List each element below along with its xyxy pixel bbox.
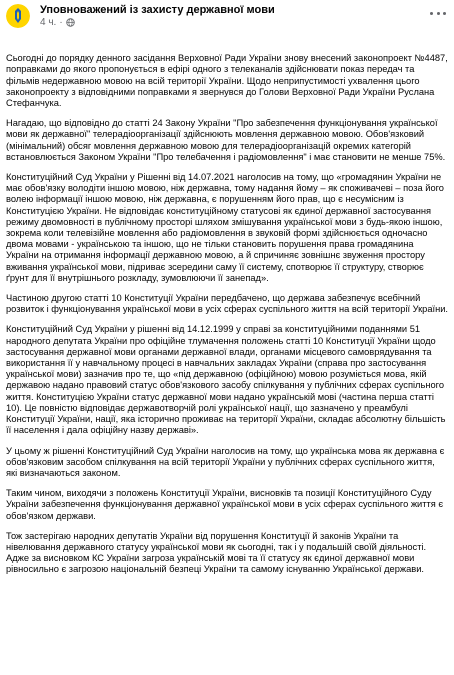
more-options-icon[interactable]: [430, 8, 446, 18]
paragraph-2: Нагадаю, що відповідно до статті 24 Закону України "Про забезпечення функціонування української мови як державної" телерадіоорганізації здійснюють мовлення державною мовою. Обов'язковий (мінімальний) обсяг мовлення державною мовою для телерадіоорганізацій окремих категорій встановлюється Законом України "Про телебачення і радіомовлення" і має становити не менше 75%.: [6, 118, 446, 162]
post-body: Сьогодні до порядку денного засідання Верховної Ради України знову внесений законопроект №4487, поправками до якого пропонується в ефірі одного з телеканалів здійснювати показ передач та фільмів недержавною мовою на всій території України. Щодо неприпустимості ухвалення цього законопроекту з відповідними поправками я звернувся до Голови Верховної Ради України Руслана Стефанчука. Нагадаю, що відповідно до статті 24 Закону України "Про забезпечення функціонування української мови як державної" телерадіоорганізації здійснюють мовлення державною мовою. Обов'язковий (мінімальний) обсяг мовлення державною мовою для телерадіоорганізацій окремих категорій встановлюється Законом України "Про телебачення і радіомовлення" і має становити не менше 75%. Конституційний Суд України у Рішенні від 14.07.2021 наголосив на тому, що «громадянин України не має обов'язку володіти іншою мовою, ніж державна, тому надання йому – як споживачеві – поза його волею інформації іншою мовою, ніж державна, є порушенням його прав, що є несумісним із Конституцією України. Не відповідає конституційному статусові як єдиної державної застосування режиму двомовності в публічному просторі шляхом змішування української мови з будь-якою іншою, зокрема коли телевізійне мовлення або радіомовлення в звуковій формі здійснюється одночасно двома мовами - українською та іншою, що не тільки становить порушення права громадянина України на отримання інформації державною мовою, а й спричиняє зовнішнє звуження простору вживання української мови, підриває зсередини саму її систему, спотворює її структуру, створює ґрунт для її внутрішнього розкладу, зумовлюючи її занепад». Частиною другою статті 10 Конституції України передбачено, що держава забезпечує всебічний розвиток і функціонування української мови в усіх сферах суспільного життя на всій території України. Конституційний Суд України у рішенні від 14.12.1999 у справі за конституційними поданнями 51 народного депутата України про офіційне тлумачення положень статті 10 Конституції України щодо застосування державної мови органами державної влади, органами місцевого самоврядування та використання її у навчальному процесі в навчальних закладах України (справа про застосування української мови) зазначив про те, що «під державною (офіційною) мовою розуміється мова, якій державою надано правовий статус обов'язкового засобу спілкування у публічних сферах суспільного життя. Конституцією України статус державної мови надано українській мові (частина перша статті 10). Це повністю відповідає державотворчій ролі української нації, що зазначено у преамбулі Конституції України, нації, яка історично проживає на території України, складає абсолютну більшість її населення і дала офіційну назву державі». У цьому ж рішенні Конституційний Суд України наголосив на тому, що українська мова як державна є обов'язковим засобом спілкування на всій території України у публічних сферах суспільного життя, які визначаються законом. Таким чином, виходячи з положень Конституції України, висновків та позиції Конституційного Суду України забезпечення функціонування державної української мови в усіх сферах суспільного життя є обов'язком держави. Тож застерігаю народних депутатів України від порушення Конституції й законів України та нівелювання державного статусу української мови як сьогодні, так і у подальшій своїй діяльності. Адже за висновком КС України загроза українській мові та її статусу як єдиної державної мови рівносильно є загрозою національній безпеці України та самому існуванню Української держави.: [6, 33, 448, 585]
paragraph-4: Частиною другою статті 10 Конституції України передбачено, що держава забезпечує всебічний розвиток і функціонування української мови в усіх сферах суспільного життя на всій території України.: [6, 293, 449, 315]
paragraph-5: Конституційний Суд України у рішенні від 14.12.1999 у справі за конституційними поданнями 51 народного депутата України про офіційне тлумачення положень статті 10 Конституції України щодо застосування державної мови органами державної влади, органами місцевого самоврядування та використання її у навчальному процесі в навчальних закладах України (справа про застосування української мови) зазначив про те, що «під державною (офіційною) мовою розуміється мова, якій державою надано правовий статус обов'язкового засобу спілкування у публічних сферах суспільного життя. Конституцією України статус державної мови надано українській мові (частина перша статті 10). Це повністю відповідає державотворчій ролі української нації, що зазначено у преамбулі Конституції України, нації, яка історично проживає на території України, складає абсолютну більшість її населення і дала офіційну назву державі».: [6, 324, 446, 436]
page-name[interactable]: Уповноважений із захисту державної мови: [40, 4, 275, 16]
paragraph-1: [6, 33, 448, 44]
globe-icon: [66, 18, 75, 27]
post-time[interactable]: 4 ч.: [40, 17, 57, 28]
paragraph-6: У цьому ж рішенні Конституційний Суд України наголосив на тому, що українська мова як державна є обов'язковим засобом спілкування на всій території України у публічних сферах суспільного життя, які визначаються законом.: [6, 445, 445, 478]
page-avatar[interactable]: [6, 4, 30, 28]
paragraph-8: Тож застерігаю народних депутатів України від порушення Конституції й законів України та нівелювання державного статусу української мови як сьогодні, так і у подальшій своїй діяльності. Адже за висновком КС України загроза українській мові та її статусу як єдиної державної мови рівносильно є загрозою національній безпеці України та самому існуванню Української держави.: [6, 530, 427, 575]
meta-separator: ·: [59, 17, 63, 28]
post-meta: [40, 17, 75, 28]
coat-of-arms-avatar-icon: [6, 4, 30, 28]
paragraph-3: Конституційний Суд України у Рішенні від 14.07.2021 наголосив на тому, що «громадянин України не має обов'язку володіти іншою мовою, ніж державна, тому надання йому – як споживачеві – поза його волею інформації іншою мовою, ніж державна, є порушенням його прав, що є несумісним із Конституцією України. Не відповідає конституційному статусові як єдиної державної застосування режиму двомовності в публічному просторі шляхом змішування української мови з будь-якою іншою, зокрема коли телевізійне мовлення або радіомовлення в звуковій формі здійснюється одночасно двома мовами - українською та іншою, що не тільки становить порушення права громадянина України на отримання інформації державною мовою, а й спричиняє зовнішнє звуження простору вживання української мови, підриває зсередини саму її систему, спотворює її структуру, створює ґрунт для її внутрішнього розкладу, зумовлюючи її занепад».: [6, 172, 444, 283]
post-header: [6, 4, 448, 30]
ukraine-flag-icon: [6, 35, 15, 42]
paragraph-7: Таким чином, виходячи з положень Конституції України, висновків та позиції Конституційного Суду України забезпечення функціонування державної української мови в усіх сферах суспільного життя є обов'язком держави.: [6, 488, 444, 521]
